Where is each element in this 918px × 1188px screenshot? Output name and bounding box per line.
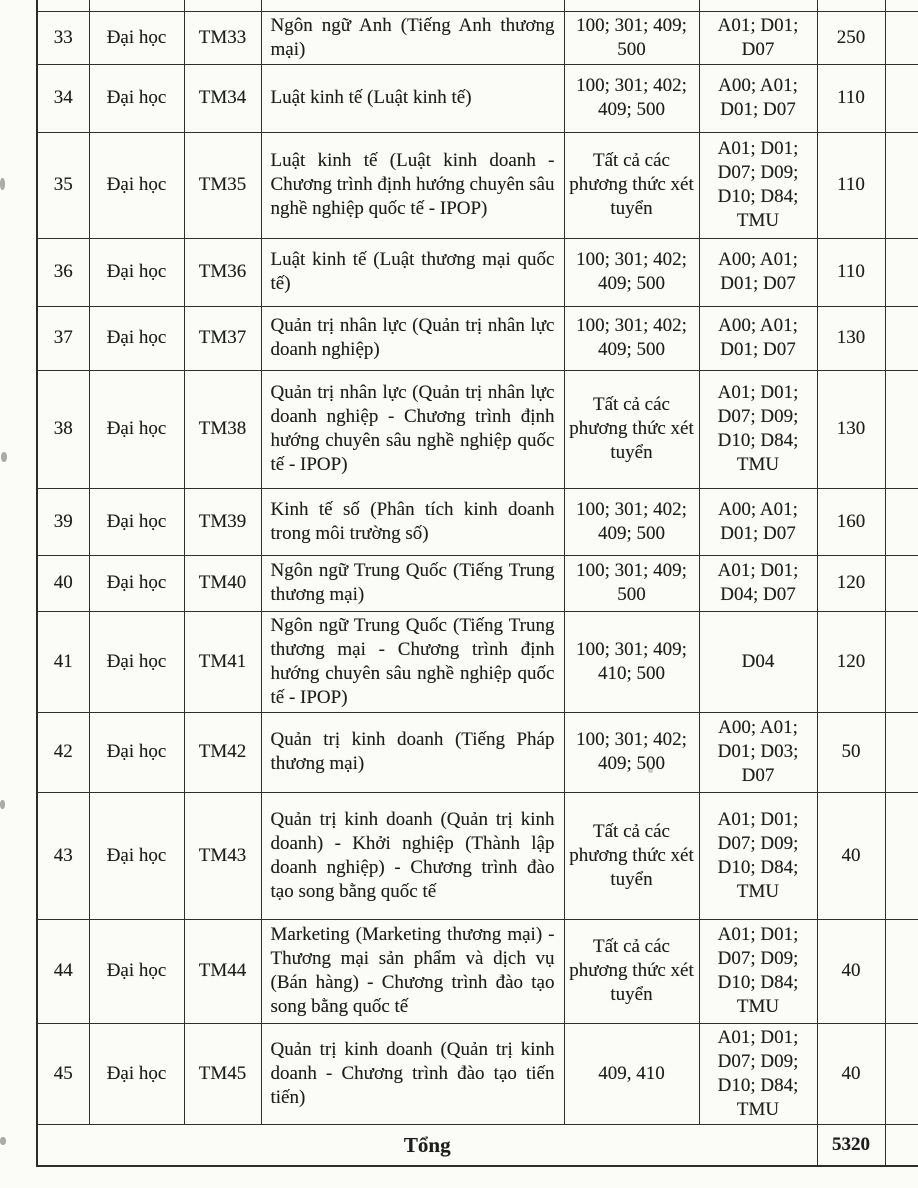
table-row (37, 555, 918, 611)
total-row (37, 1124, 918, 1166)
scan-artifact (648, 768, 653, 773)
table-row (37, 306, 918, 370)
total-label: Tổng (37, 1124, 817, 1166)
table-row (37, 919, 918, 1023)
cell-admission-methods: 100; 301; 402; 409; 500 (564, 238, 699, 306)
cell-quota: 130 (817, 306, 885, 370)
cell-major-code: TM34 (184, 64, 261, 132)
cell-admission-methods: 100; 301; 409; 500 (564, 11, 699, 64)
cell-empty (89, 0, 184, 11)
cell-major-code: TM45 (184, 1023, 261, 1124)
cell-empty (885, 488, 918, 555)
cell-row-number: 42 (37, 712, 89, 792)
cell-quota: 130 (817, 370, 885, 488)
cell-subject-combinations: A01; D01; D07; D09; D10; D84; TMU (699, 370, 817, 488)
admissions-table-body (37, 0, 918, 1166)
cell-admission-methods: 100; 301; 402; 409; 500 (564, 488, 699, 555)
cell-major-code: TM39 (184, 488, 261, 555)
cell-major-name: Quản trị nhân lực (Quản trị nhân lực doanh nghiệp) (261, 306, 564, 370)
cell-major-name: Ngôn ngữ Trung Quốc (Tiếng Trung thương mại) (261, 555, 564, 611)
cell-subject-combinations: A00; A01; D01; D07 (699, 488, 817, 555)
cell-subject-combinations: A01; D01; D07; D09; D10; D84; TMU (699, 132, 817, 238)
cell-row-number: 45 (37, 1023, 89, 1124)
cell-admission-methods: 100; 301; 402; 409; 500 (564, 64, 699, 132)
cell-level: Đại học (89, 555, 184, 611)
cell-level: Đại học (89, 11, 184, 64)
cell-admission-methods: 100; 301; 409; 410; 500 (564, 611, 699, 712)
cell-major-code: TM33 (184, 11, 261, 64)
cell-subject-combinations: D04 (699, 611, 817, 712)
cell-admission-methods: 409, 410 (564, 1023, 699, 1124)
cell-admission-methods: 100; 301; 402; 409; 500 (564, 306, 699, 370)
cell-empty (885, 1124, 918, 1166)
cell-empty (885, 238, 918, 306)
cell-major-name: Luật kinh tế (Luật kinh tế) (261, 64, 564, 132)
cell-empty (885, 792, 918, 919)
cell-subject-combinations: A01; D01; D07 (699, 11, 817, 64)
cell-subject-combinations: A01; D01; D07; D09; D10; D84; TMU (699, 1023, 817, 1124)
cell-row-number: 35 (37, 132, 89, 238)
cell-row-number: 37 (37, 306, 89, 370)
cell-empty (885, 370, 918, 488)
cell-level: Đại học (89, 1023, 184, 1124)
cell-admission-methods: Tất cả các phương thức xét tuyển (564, 132, 699, 238)
cell-subject-combinations: A01; D01; D07; D09; D10; D84; TMU (699, 792, 817, 919)
table-row (37, 792, 918, 919)
admissions-quota-table (36, 0, 918, 1167)
cell-level: Đại học (89, 64, 184, 132)
cell-empty (261, 0, 564, 11)
cell-row-number: 36 (37, 238, 89, 306)
table-row (37, 64, 918, 132)
cell-admission-methods: 100; 301; 402; 409; 500 (564, 712, 699, 792)
cell-row-number: 38 (37, 370, 89, 488)
cell-quota: 110 (817, 132, 885, 238)
cell-quota: 50 (817, 712, 885, 792)
cell-empty (885, 0, 918, 11)
cell-row-number: 40 (37, 555, 89, 611)
cell-major-name: Quản trị kinh doanh (Quản trị kinh doanh - Chương trình đào tạo tiến tiến) (261, 1023, 564, 1124)
cell-major-code: TM40 (184, 555, 261, 611)
table-row (37, 11, 918, 64)
cell-major-code: TM37 (184, 306, 261, 370)
cell-subject-combinations: A00; A01; D01; D07 (699, 306, 817, 370)
cell-row-number: 33 (37, 11, 89, 64)
cell-quota: 120 (817, 611, 885, 712)
cell-quota: 250 (817, 11, 885, 64)
cell-level: Đại học (89, 370, 184, 488)
cell-major-name: Marketing (Marketing thương mại) - Thương mại sản phẩm và dịch vụ (Bán hàng) - Chương trình đào tạo song bằng quốc tế (261, 919, 564, 1023)
table-row (37, 488, 918, 555)
cell-level: Đại học (89, 306, 184, 370)
cell-subject-combinations: A01; D01; D04; D07 (699, 555, 817, 611)
cell-empty (885, 1023, 918, 1124)
cell-quota: 40 (817, 919, 885, 1023)
scan-artifact (0, 800, 5, 809)
cell-level: Đại học (89, 712, 184, 792)
cell-major-code: TM35 (184, 132, 261, 238)
cell-empty (885, 306, 918, 370)
cell-empty (184, 0, 261, 11)
table-row (37, 611, 918, 712)
cell-empty (817, 0, 885, 11)
cell-major-name: Luật kinh tế (Luật thương mại quốc tế) (261, 238, 564, 306)
cell-empty (885, 555, 918, 611)
cell-admission-methods: Tất cả các phương thức xét tuyển (564, 919, 699, 1023)
total-quota-value: 5320 (817, 1124, 885, 1166)
clipped-top-row (37, 0, 918, 11)
cell-row-number: 34 (37, 64, 89, 132)
cell-major-code: TM44 (184, 919, 261, 1023)
cell-quota: 120 (817, 555, 885, 611)
cell-level: Đại học (89, 611, 184, 712)
cell-row-number: 43 (37, 792, 89, 919)
cell-major-name: Quản trị kinh doanh (Quản trị kinh doanh) - Khởi nghiệp (Thành lập doanh nghiệp) - Chương trình đào tạo song bằng quốc tế (261, 792, 564, 919)
cell-quota: 40 (817, 792, 885, 919)
cell-level: Đại học (89, 238, 184, 306)
cell-empty (699, 0, 817, 11)
cell-empty (885, 712, 918, 792)
cell-major-code: TM36 (184, 238, 261, 306)
table-row (37, 370, 918, 488)
cell-major-code: TM38 (184, 370, 261, 488)
cell-major-code: TM43 (184, 792, 261, 919)
cell-subject-combinations: A00; A01; D01; D07 (699, 64, 817, 132)
cell-major-name: Luật kinh tế (Luật kinh doanh - Chương trình định hướng chuyên sâu nghề nghiệp quốc tế - IPOP) (261, 132, 564, 238)
table-row (37, 132, 918, 238)
cell-major-name: Kinh tế số (Phân tích kinh doanh trong môi trường số) (261, 488, 564, 555)
table-row (37, 238, 918, 306)
cell-empty (885, 11, 918, 64)
scan-artifact (0, 178, 5, 190)
cell-empty (885, 64, 918, 132)
cell-level: Đại học (89, 132, 184, 238)
cell-quota: 40 (817, 1023, 885, 1124)
cell-major-name: Quản trị nhân lực (Quản trị nhân lực doanh nghiệp - Chương trình định hướng chuyên sâu nghề nghiệp quốc tế - IPOP) (261, 370, 564, 488)
cell-subject-combinations: A01; D01; D07; D09; D10; D84; TMU (699, 919, 817, 1023)
table-row (37, 1023, 918, 1124)
cell-row-number: 44 (37, 919, 89, 1023)
cell-major-name: Ngôn ngữ Anh (Tiếng Anh thương mại) (261, 11, 564, 64)
cell-admission-methods: 100; 301; 409; 500 (564, 555, 699, 611)
cell-level: Đại học (89, 919, 184, 1023)
scan-artifact (0, 1137, 6, 1145)
cell-quota: 110 (817, 64, 885, 132)
cell-empty (885, 132, 918, 238)
cell-admission-methods: Tất cả các phương thức xét tuyển (564, 370, 699, 488)
cell-empty (885, 919, 918, 1023)
cell-empty (564, 0, 699, 11)
cell-level: Đại học (89, 792, 184, 919)
cell-quota: 160 (817, 488, 885, 555)
cell-major-code: TM41 (184, 611, 261, 712)
table-row (37, 712, 918, 792)
cell-level: Đại học (89, 488, 184, 555)
cell-subject-combinations: A00; A01; D01; D07 (699, 238, 817, 306)
cell-row-number: 39 (37, 488, 89, 555)
scan-artifact (1, 452, 7, 462)
cell-major-name: Ngôn ngữ Trung Quốc (Tiếng Trung thương mại - Chương trình định hướng chuyên sâu nghề nghiệp quốc tế - IPOP) (261, 611, 564, 712)
cell-quota: 110 (817, 238, 885, 306)
cell-row-number: 41 (37, 611, 89, 712)
cell-admission-methods: Tất cả các phương thức xét tuyển (564, 792, 699, 919)
cell-major-name: Quản trị kinh doanh (Tiếng Pháp thương mại) (261, 712, 564, 792)
cell-empty (37, 0, 89, 11)
cell-major-code: TM42 (184, 712, 261, 792)
cell-empty (885, 611, 918, 712)
cell-subject-combinations: A00; A01; D01; D03; D07 (699, 712, 817, 792)
